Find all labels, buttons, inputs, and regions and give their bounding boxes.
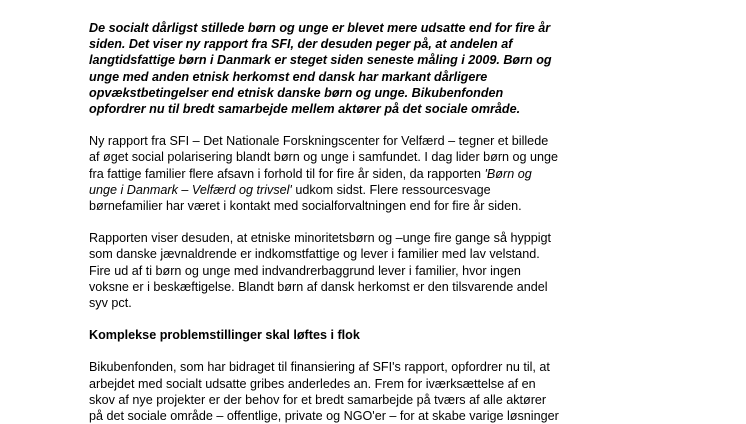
report-title-italic: 'Børn og: [484, 166, 532, 181]
paragraph-line: Fire ud af ti børn og unge med indvandrerbaggrund lever i familier, hvor ingen: [89, 263, 521, 278]
paragraph-text: fra fattige familier flere afsavn i forhold til for fire år siden, da rapporten: [89, 166, 485, 181]
section-heading: Komplekse problemstillinger skal løftes i flok: [89, 328, 360, 343]
body-paragraph-report: [89, 133, 689, 214]
paragraph-line: Bikubenfonden, som har bidraget til finansiering af SFI's rapport, opfordrer nu til, at: [89, 360, 550, 375]
paragraph-line: af øget social polarisering blandt børn og unge i samfundet. I dag lider børn og unge: [89, 150, 559, 165]
lead-line: De socialt dårligst stillede børn og unge er blevet mere udsatte end for fire år: [89, 21, 551, 35]
paragraph-text: udkom sidst. Flere ressourcesvage: [291, 182, 491, 197]
paragraph-line: Ny rapport fra SFI – Det Nationale Forskningscenter for Velfærd – tegner et billede: [89, 134, 549, 149]
lead-line: unge med anden etnisk herkomst end dansk har markant dårligere: [89, 69, 488, 84]
paragraph-line: voksne er i beskæftigelse. Blandt børn af dansk herkomst er den tilsvarende andel: [89, 279, 548, 294]
paragraph-line: syv pct.: [89, 296, 132, 311]
lead-paragraph: [89, 20, 689, 117]
paragraph-line: skov af nye projekter er der behov for et bredt samarbejde på tværs af alle aktører: [89, 392, 547, 407]
lead-line: opfordrer nu til bredt samarbejde mellem aktører på det sociale område.: [89, 102, 521, 117]
report-title-italic: unge i Danmark – Velfærd og trivsel': [89, 182, 292, 197]
document-page: [89, 15, 689, 424]
paragraph-line: [89, 166, 689, 182]
body-paragraph-bikubenfonden: [89, 359, 689, 424]
paragraph-line: som danske jævnaldrende er indkomstfattige og lever i familier med lav velstand.: [89, 247, 540, 262]
lead-line: siden. Det viser ny rapport fra SFI, der desuden peger på, at andelen af: [89, 37, 513, 52]
paragraph-line: Rapporten viser desuden, at etniske minoritetsbørn og –unge fire gange så hyppigt: [89, 231, 552, 246]
body-paragraph-minorities: [89, 230, 689, 311]
paragraph-line: børnefamilier har været i kontakt med socialforvaltningen end for fire år siden.: [89, 199, 522, 214]
paragraph-line: arbejdet med socialt udsatte gribes anderledes an. Frem for iværksættelse af en: [89, 376, 536, 391]
lead-line: langtidsfattige børn i Danmark er steget siden seneste måling i 2009. Børn og: [89, 53, 552, 68]
paragraph-line: [89, 182, 689, 198]
paragraph-line: på det sociale område – offentlige, private og NGO'er – for at skabe varige løsninger: [89, 409, 559, 424]
lead-line: opvækstbetingelser end etnisk danske børn og unge. Bikubenfonden: [89, 85, 504, 100]
